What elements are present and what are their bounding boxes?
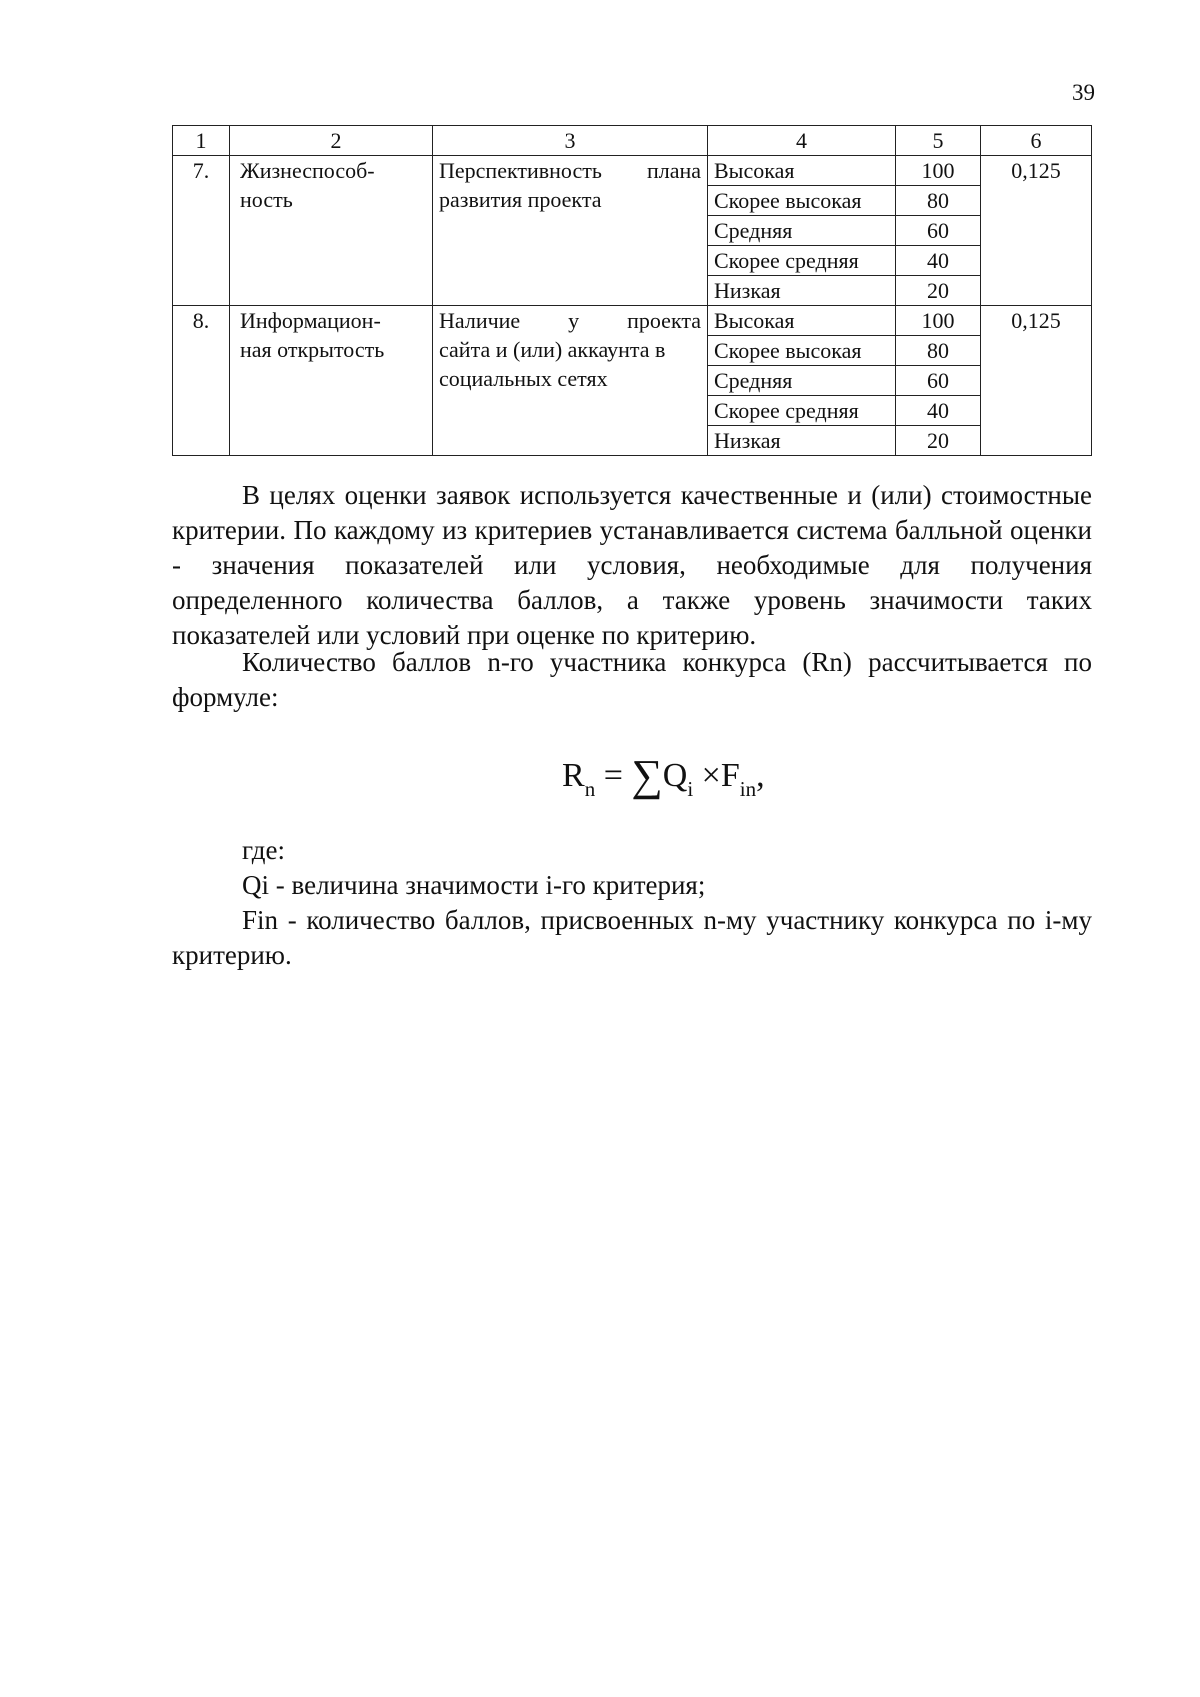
paragraph-text: В целях оценки заявок используется качественные и (или) стоимостные критерии. По каждому из критериев устанавливается система балльной оценки - значения показателей или условия, необходимые для получения определенного количества баллов, а также уровень значимости таких показателей или условий при оценке по критерию.	[172, 480, 1092, 650]
indicator-line: Перспективность плана	[439, 158, 701, 183]
where-label: где:	[242, 835, 285, 865]
level-label: Скорее средняя	[708, 396, 896, 426]
level-score: 40	[896, 396, 981, 426]
definition-fin-text: Fin - количество баллов, присвоенных n-му участнику конкурса по i-му критерию.	[172, 905, 1092, 970]
formula-q: Q	[662, 757, 688, 794]
formula-lhs: R	[562, 757, 585, 794]
criterion-name	[230, 156, 433, 306]
indicator-line: сайта и (или) аккаунта в	[439, 337, 666, 362]
sum-symbol: ∑	[631, 751, 663, 800]
criterion-weight: 0,125	[981, 156, 1092, 306]
level-score: 80	[896, 186, 981, 216]
indicator-line: развития проекта	[439, 187, 602, 212]
row-number: 7.	[173, 156, 230, 306]
definition-qi	[172, 868, 1092, 903]
level-score: 60	[896, 216, 981, 246]
level-score: 60	[896, 366, 981, 396]
paragraph-text: Количество баллов n-го участника конкурса (Rn) рассчитывается по формуле:	[172, 647, 1092, 712]
level-label: Высокая	[708, 306, 896, 336]
formula-f-subscript: in	[739, 777, 757, 801]
table-header-row	[173, 126, 1092, 156]
level-label: Средняя	[708, 366, 896, 396]
indicator	[433, 306, 708, 456]
formula-lhs-subscript: n	[584, 777, 596, 801]
indicator-line: социальных сетях	[439, 366, 608, 391]
criterion-line: ность	[240, 187, 293, 212]
formula-times: ×	[701, 757, 721, 794]
level-score: 100	[896, 156, 981, 186]
criterion-line: ная открытость	[240, 337, 385, 362]
level-label: Низкая	[708, 276, 896, 306]
level-score: 100	[896, 306, 981, 336]
level-score: 20	[896, 276, 981, 306]
column-header: 6	[981, 126, 1092, 156]
definition-fin	[172, 903, 1092, 973]
criterion-name	[230, 306, 433, 456]
level-label: Скорее средняя	[708, 246, 896, 276]
body-paragraph	[172, 478, 1092, 653]
score-formula	[562, 750, 765, 802]
level-label: Скорее высокая	[708, 186, 896, 216]
table-row	[173, 306, 1092, 336]
level-label: Высокая	[708, 156, 896, 186]
level-label: Низкая	[708, 426, 896, 456]
indicator	[433, 156, 708, 306]
column-header: 5	[896, 126, 981, 156]
body-paragraph	[172, 645, 1092, 715]
formula-f: F	[720, 757, 740, 794]
column-header: 3	[433, 126, 708, 156]
criteria-table	[172, 125, 1092, 456]
level-score: 20	[896, 426, 981, 456]
column-header: 2	[230, 126, 433, 156]
formula-equals: =	[603, 757, 623, 794]
criterion-line: Информацион-	[240, 308, 381, 333]
formula-tail: ,	[756, 757, 765, 794]
table-row	[173, 156, 1092, 186]
definitions-intro	[172, 833, 1092, 868]
formula-q-subscript: i	[687, 777, 694, 801]
level-score: 80	[896, 336, 981, 366]
page-number: 39	[1072, 80, 1095, 105]
criterion-line: Жизнеспособ-	[240, 158, 375, 183]
level-score: 40	[896, 246, 981, 276]
level-label: Средняя	[708, 216, 896, 246]
indicator-line: Наличие у проекта	[439, 308, 701, 333]
criterion-weight: 0,125	[981, 306, 1092, 456]
row-number: 8.	[173, 306, 230, 456]
column-header: 1	[173, 126, 230, 156]
level-label: Скорее высокая	[708, 336, 896, 366]
column-header: 4	[708, 126, 896, 156]
definition-qi-text: Qi - величина значимости i-го критерия;	[242, 870, 706, 900]
